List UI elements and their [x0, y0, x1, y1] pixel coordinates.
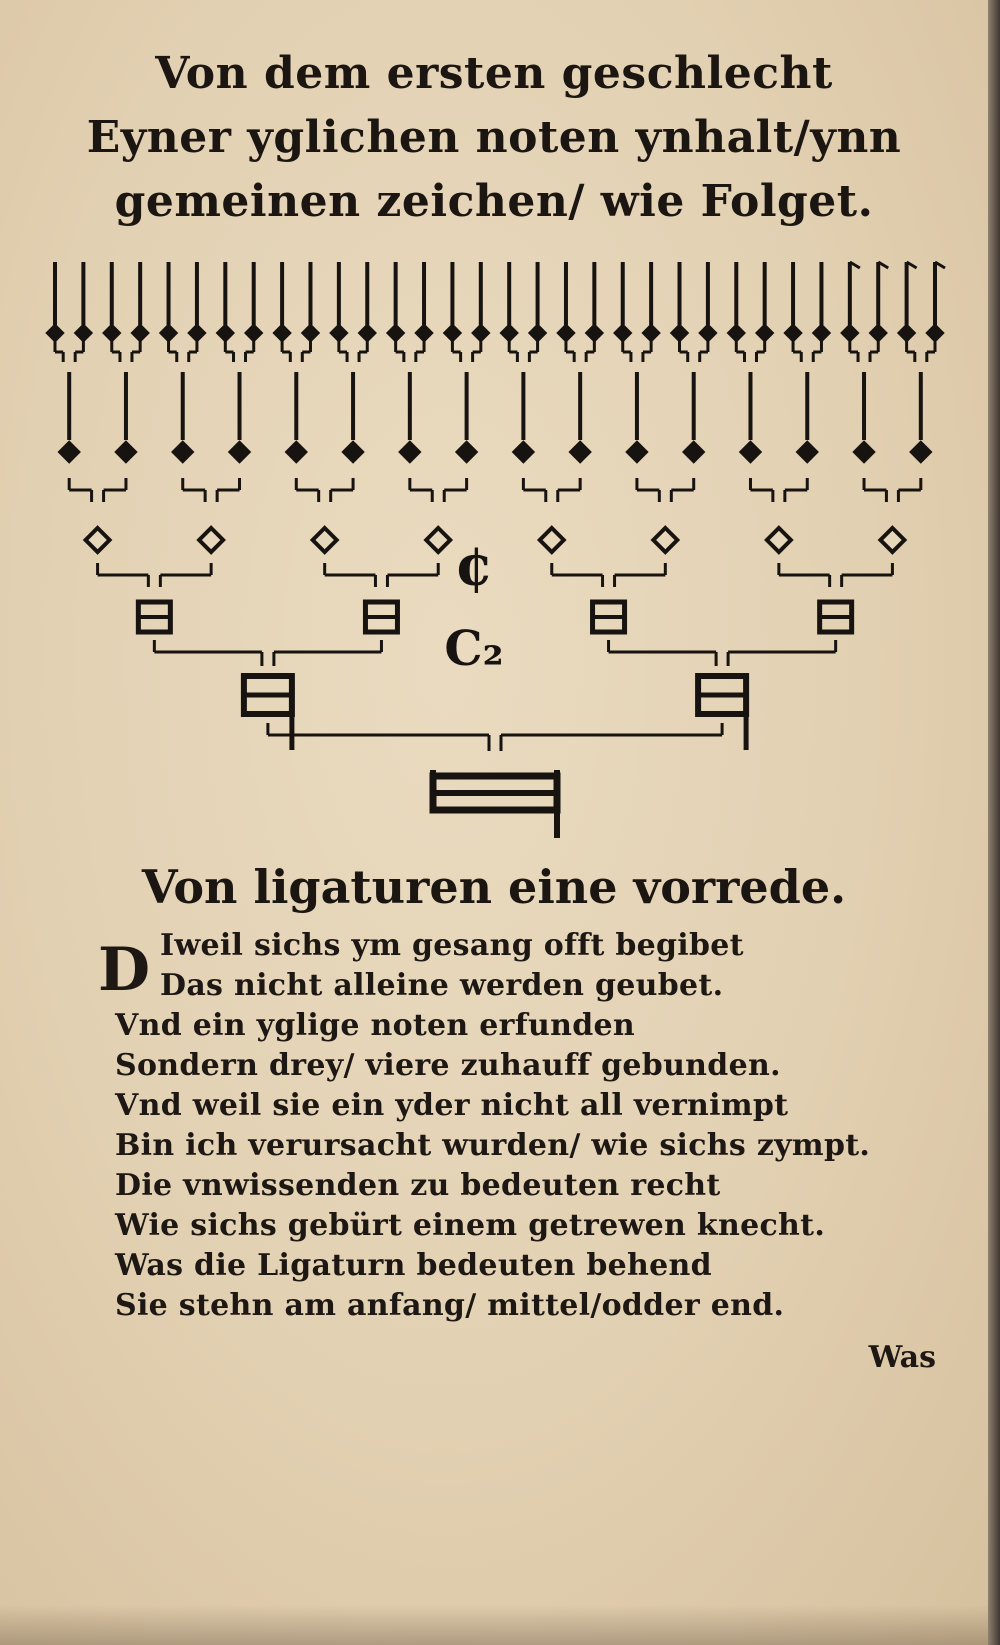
semiminim-head [131, 324, 149, 342]
semibreve [313, 528, 337, 552]
page-bottom-shadow [0, 1605, 988, 1645]
title-line-1: Von dem ersten geschlecht [155, 48, 833, 99]
minim-head [172, 441, 194, 463]
verse-line-8: Wie sichs gebürt einem getrewen knecht. [115, 1208, 826, 1243]
semiminim-head [188, 324, 206, 342]
title-line-2: Eyner yglichen noten ynhalt/ynn [86, 112, 902, 163]
semiminim-head [46, 324, 64, 342]
semiminim-head [301, 324, 319, 342]
semiminim-head [557, 324, 575, 342]
title-line-3: gemeinen zeichen/ wie Folget. [114, 176, 874, 227]
verse-line-5: Vnd weil sie ein yder nicht all vernimpt [115, 1088, 789, 1123]
minim-head [456, 441, 478, 463]
verse-line-7: Die vnwissenden zu bedeuten recht [115, 1168, 721, 1203]
semiminim-head [841, 324, 859, 342]
verse-line-9: Was die Ligaturn bedeuten behend [115, 1248, 712, 1283]
semibreve [540, 528, 564, 552]
semibreve [199, 528, 223, 552]
semiminim-head [443, 324, 461, 342]
semiminim-head [245, 324, 263, 342]
verse-line-3: Vnd ein yglige noten erfunden [115, 1008, 635, 1043]
semiminim-head [671, 324, 689, 342]
minim-head [115, 441, 137, 463]
minim-head [229, 441, 251, 463]
minim-head [683, 441, 705, 463]
semiminim-head [415, 324, 433, 342]
semiminim-head [869, 324, 887, 342]
semiminim-head [160, 324, 178, 342]
semiminim-head [74, 324, 92, 342]
semiminim-head [614, 324, 632, 342]
semiminim-head [898, 324, 916, 342]
semiminim-head [273, 324, 291, 342]
minim-head [796, 441, 818, 463]
semiminim-head [727, 324, 745, 342]
minim-head [342, 441, 364, 463]
semiminim-head [387, 324, 405, 342]
semiminim-head [926, 324, 944, 342]
semiminim-head [216, 324, 234, 342]
minim-head [910, 441, 932, 463]
semibreve [653, 528, 677, 552]
minim-head [626, 441, 648, 463]
drop-cap: D [98, 935, 151, 1005]
minim-head [399, 441, 421, 463]
catchword: Was [868, 1340, 936, 1375]
semibreve [86, 528, 110, 552]
semibreve [426, 528, 450, 552]
mensuration-sign-c2: C₂ [444, 621, 504, 677]
semiminim-head [529, 324, 547, 342]
minim-head [58, 441, 80, 463]
verse-line-6: Bin ich verursacht wurden/ wie sichs zympt. [115, 1128, 871, 1163]
verse-line-10: Sie stehn am anfang/ mittel/odder end. [115, 1288, 785, 1323]
semiminim-head [472, 324, 490, 342]
section-heading: Von ligaturen eine vorrede. [141, 860, 847, 914]
minim-head [739, 441, 761, 463]
semiminim-head [642, 324, 660, 342]
semiminim-head [756, 324, 774, 342]
minim-head [853, 441, 875, 463]
mensuration-sign-cut-c: ¢ [454, 533, 494, 599]
semiminim-head [103, 324, 121, 342]
minim-head [512, 441, 534, 463]
semiminim-head [500, 324, 518, 342]
semiminim-head [784, 324, 802, 342]
page-edge [988, 0, 1000, 1645]
semiminim-head [330, 324, 348, 342]
verse-line-4: Sondern drey/ viere zuhauff gebunden. [115, 1048, 781, 1083]
semiminim-head [699, 324, 717, 342]
semiminim-head [812, 324, 830, 342]
verse-line-1: Iweil sichs ym gesang offt begibet [160, 928, 744, 963]
semiminim-head [358, 324, 376, 342]
minim-head [285, 441, 307, 463]
semibreve [767, 528, 791, 552]
semiminim-head [585, 324, 603, 342]
diagram-marks [46, 262, 945, 838]
verse-line-2: Das nicht alleine werden geubet. [160, 968, 724, 1003]
semibreve [880, 528, 904, 552]
minim-head [569, 441, 591, 463]
